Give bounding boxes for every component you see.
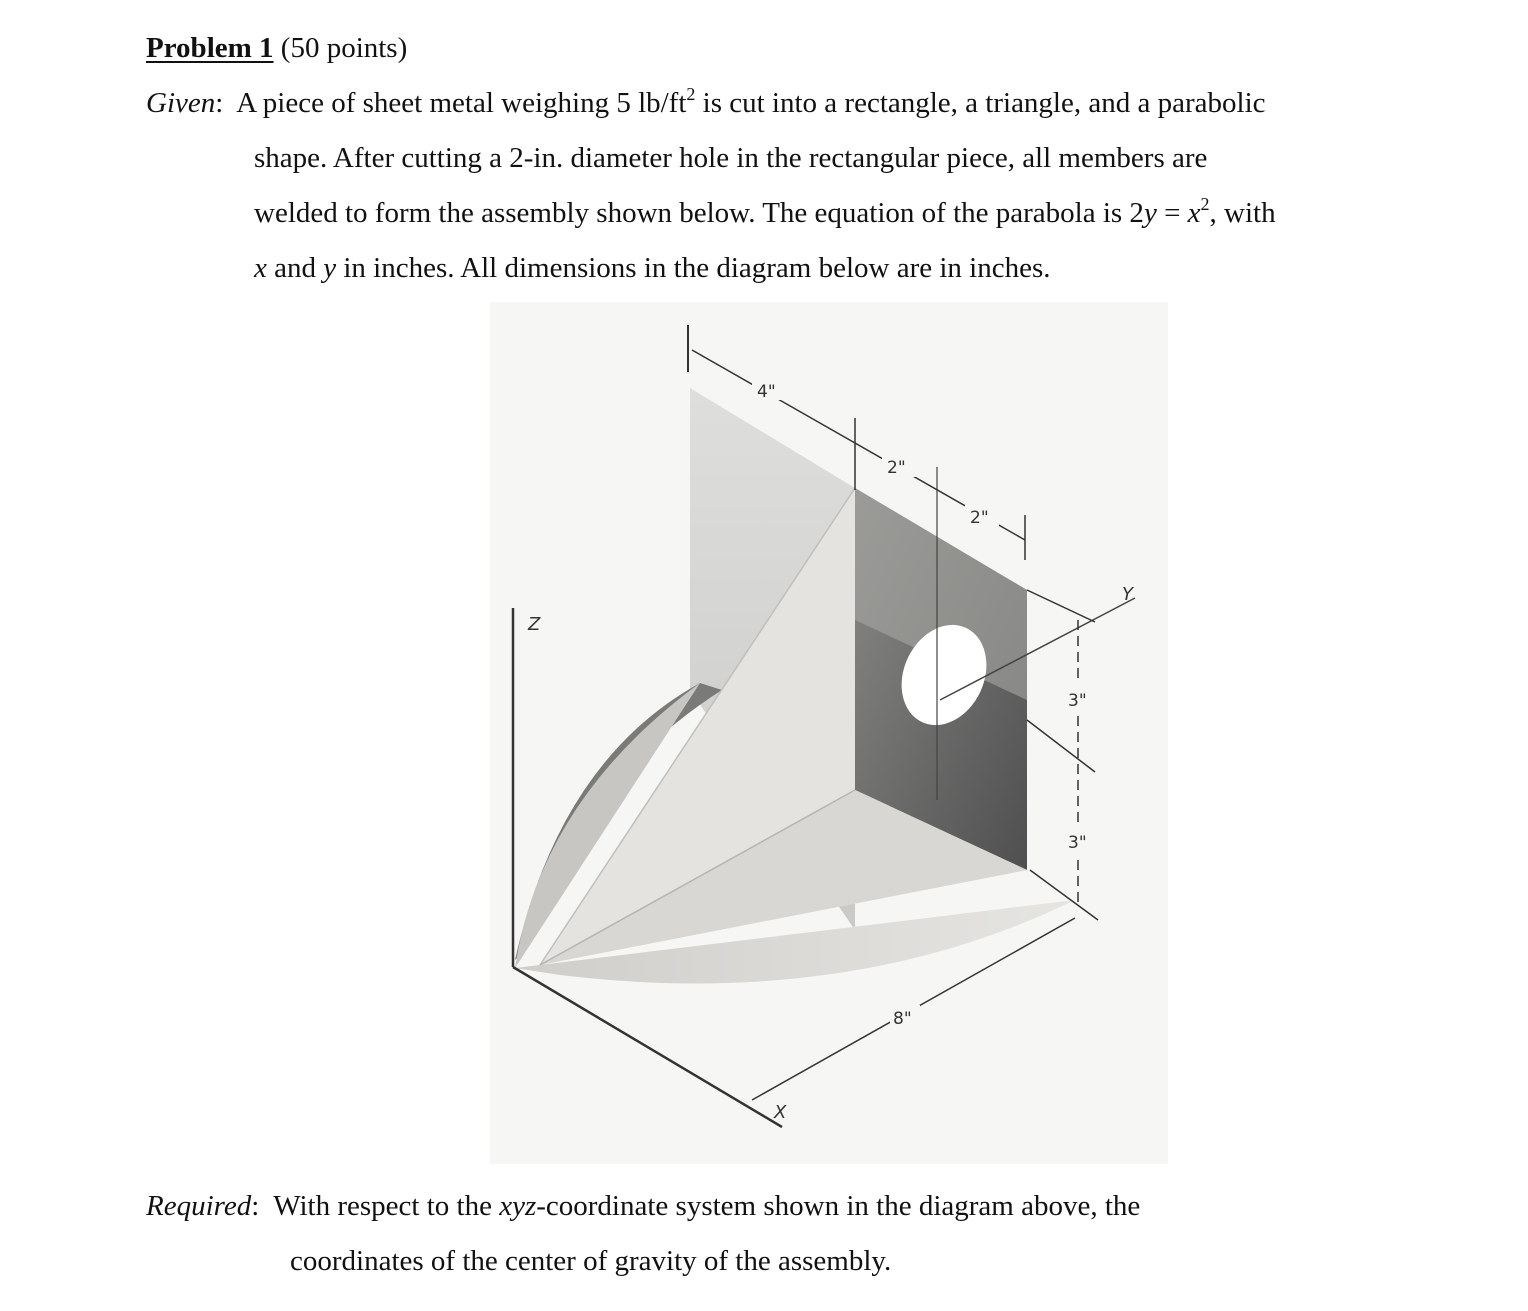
- var-x: x: [254, 252, 267, 284]
- given-line-1: Given: A piece of sheet metal weighing 5 $lb/ft^2$ is cut into a rectangle, a triangle, and a parabolic: [146, 84, 1266, 119]
- y-axis-label: Y: [1122, 584, 1133, 605]
- superscript: 2: [1200, 194, 1210, 214]
- required-line-1: Required: With respect to the xyz-coordinate system shown in the diagram above, the: [146, 1190, 1141, 1222]
- given-text: in inches. All dimensions in the diagram below are in inches.: [336, 252, 1051, 284]
- problem-points: (50 points): [280, 32, 408, 64]
- var-xyz: xyz: [499, 1190, 537, 1222]
- dim-bottom-8: 8": [893, 1009, 912, 1029]
- given-text: is cut into a rectangle, a triangle, and a parabolic: [695, 87, 1266, 119]
- dim-top-2a: 2": [887, 458, 906, 478]
- given-line-2: shape. After cutting a 2-in. diameter hole in the rectangular piece, all members are: [254, 142, 1208, 174]
- equals: =: [1156, 197, 1188, 229]
- given-line-3: [254, 194, 1276, 229]
- required-text: -coordinate system shown in the diagram above, the: [536, 1190, 1141, 1222]
- assembly-diagram: [490, 302, 1168, 1164]
- x-axis-label: X: [774, 1102, 787, 1123]
- given-text: and: [266, 252, 324, 284]
- dim-top-2b: 2": [970, 508, 989, 528]
- required-label: Required: [146, 1190, 252, 1222]
- dim-top-4: 4": [757, 382, 776, 402]
- given-label: Given: [146, 87, 216, 119]
- z-axis-label: Z: [528, 614, 541, 635]
- dim-side-3-upper: 3": [1068, 691, 1087, 711]
- required-text: With respect to the: [273, 1190, 500, 1222]
- superscript: 2: [686, 84, 696, 104]
- var-y: y: [1143, 197, 1157, 229]
- problem-label: Problem 1: [146, 32, 274, 64]
- given-text: , with: [1209, 197, 1276, 229]
- problem-heading: [146, 34, 407, 63]
- required-line-2: coordinates of the center of gravity of the assembly.: [290, 1245, 892, 1277]
- given-text: welded to form the assembly shown below. The equation of the parabola is 2: [254, 197, 1144, 229]
- given-text: A piece of sheet metal weighing 5 lb/ft: [236, 87, 687, 119]
- var-x: x: [1187, 197, 1201, 229]
- given-line-4: [254, 254, 1051, 283]
- dim-side-3-lower: 3": [1068, 833, 1087, 853]
- var-y: y: [323, 252, 337, 284]
